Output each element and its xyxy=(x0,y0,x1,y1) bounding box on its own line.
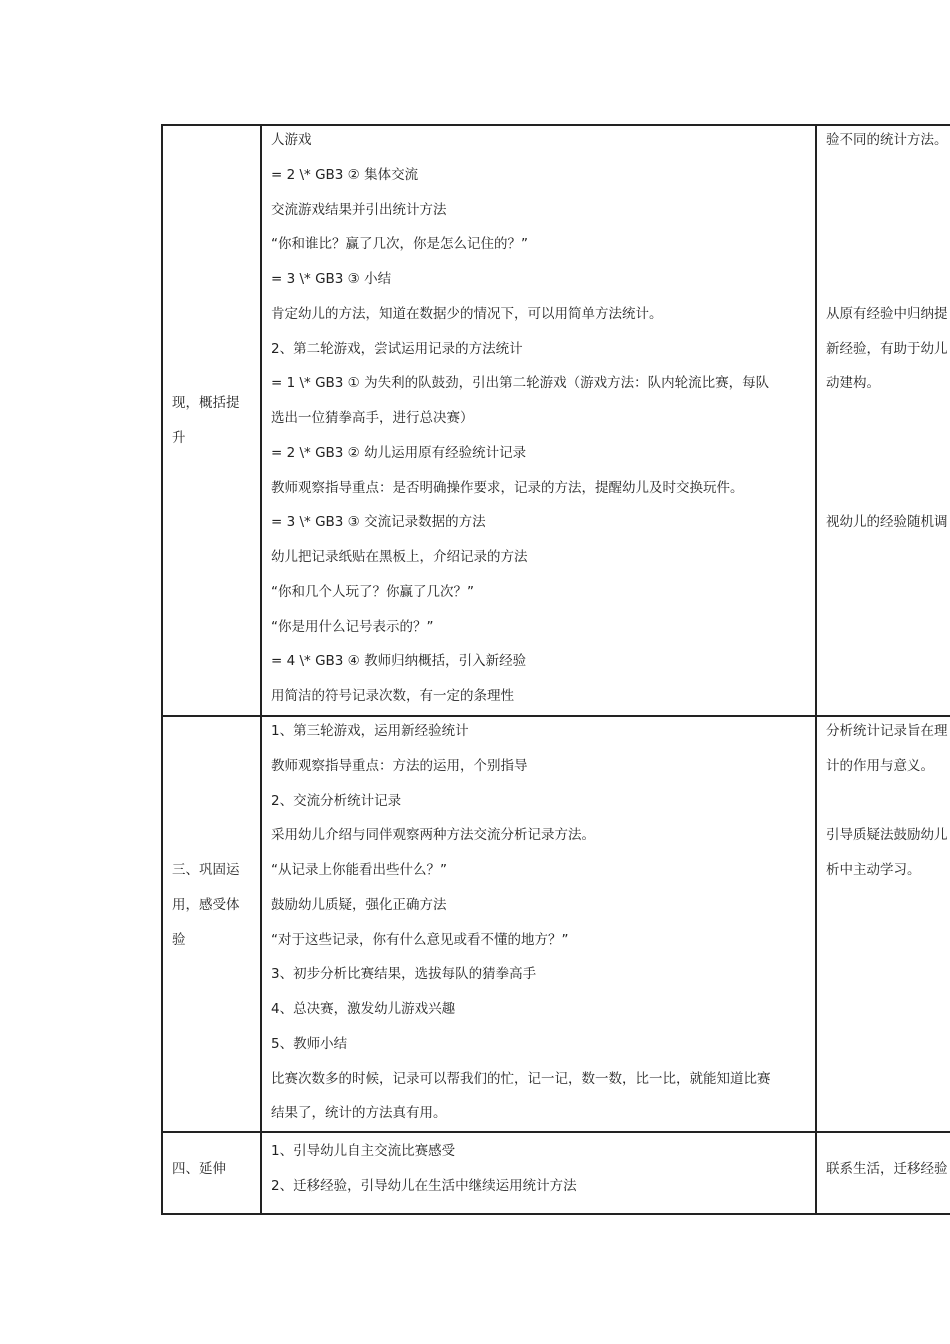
content-cell xyxy=(262,1133,817,1213)
content-line: 教师观察指导重点：是否明确操作要求，记录的方法，提醒幼儿及时交换玩件。 xyxy=(271,480,744,496)
content-line: 采用幼儿介绍与同伴观察两种方法交流分析记录方法。 xyxy=(271,827,595,843)
notes-line: 动建构。 xyxy=(826,375,880,391)
notes-line: 计的作用与意义。 xyxy=(826,758,934,774)
stage-text: 升 xyxy=(172,430,186,446)
content-line: 1、第三轮游戏，运用新经验统计 xyxy=(271,723,469,739)
content-line: 1、引导幼儿自主交流比赛感受 xyxy=(271,1143,456,1159)
notes-line: 分析统计记录旨在理 xyxy=(826,723,948,739)
content-line: 5、教师小结 xyxy=(271,1036,348,1052)
content-line: “对于这些记录，你有什么意见或看不懂的地方？” xyxy=(271,932,569,948)
lesson-plan-table xyxy=(161,124,950,1215)
content-line: “你是用什么记号表示的？” xyxy=(271,619,434,635)
content-line: 比赛次数多的时候，记录可以帮我们的忙，记一记，数一数，比一比，就能知道比赛 xyxy=(271,1071,771,1087)
stage-text: 四、延伸 xyxy=(172,1161,226,1177)
notes-line: 验不同的统计方法。 xyxy=(826,132,948,148)
content-line: “你和几个人玩了？你赢了几次？” xyxy=(271,584,474,600)
content-line: = 2 \* GB3 ② 集体交流 xyxy=(271,167,419,183)
notes-line: 析中主动学习。 xyxy=(826,862,921,878)
stage-text: 三、巩固运 xyxy=(172,862,240,878)
content-line: “从记录上你能看出些什么？” xyxy=(271,862,447,878)
content-line: = 1 \* GB3 ① 为失利的队鼓劲，引出第二轮游戏（游戏方法：队内轮流比赛，每队 xyxy=(271,375,770,391)
notes-cell xyxy=(817,1133,950,1213)
content-line: 结果了，统计的方法真有用。 xyxy=(271,1105,447,1121)
table-row xyxy=(163,126,950,717)
content-line: 人游戏 xyxy=(271,132,312,148)
stage-text: 验 xyxy=(172,932,186,948)
content-line: 鼓励幼儿质疑，强化正确方法 xyxy=(271,897,447,913)
notes-cell xyxy=(817,126,950,715)
notes-line: 引导质疑法鼓励幼儿 xyxy=(826,827,948,843)
content-line: 2、迁移经验，引导幼儿在生活中继续运用统计方法 xyxy=(271,1178,577,1194)
notes-line: 新经验，有助于幼儿 xyxy=(826,341,948,357)
content-cell xyxy=(262,717,817,1131)
content-cell xyxy=(262,126,817,715)
stage-cell xyxy=(163,1133,262,1213)
content-line: 交流游戏结果并引出统计方法 xyxy=(271,202,447,218)
content-line: 选出一位猜拳高手，进行总决赛） xyxy=(271,410,474,426)
notes-line: 从原有经验中归纳提 xyxy=(826,306,948,322)
notes-line: 视幼儿的经验随机调 xyxy=(826,514,948,530)
content-line: 教师观察指导重点：方法的运用，个别指导 xyxy=(271,758,528,774)
content-line: 2、第二轮游戏，尝试运用记录的方法统计 xyxy=(271,341,523,357)
table-row xyxy=(163,1133,950,1213)
content-line: 3、初步分析比赛结果，选拔每队的猜拳高手 xyxy=(271,966,537,982)
content-line: 幼儿把记录纸贴在黑板上，介绍记录的方法 xyxy=(271,549,528,565)
content-line: 2、交流分析统计记录 xyxy=(271,793,402,809)
notes-line: 联系生活，迁移经验 xyxy=(826,1161,948,1177)
stage-cell xyxy=(163,717,262,1131)
content-line: = 3 \* GB3 ③ 交流记录数据的方法 xyxy=(271,514,486,530)
content-line: = 3 \* GB3 ③ 小结 xyxy=(271,271,392,287)
content-line: = 4 \* GB3 ④ 教师归纳概括，引入新经验 xyxy=(271,653,527,669)
content-line: 4、总决赛，激发幼儿游戏兴趣 xyxy=(271,1001,456,1017)
content-line: “你和谁比？赢了几次，你是怎么记住的？” xyxy=(271,236,528,252)
notes-cell xyxy=(817,717,950,1131)
stage-text: 现，概括提 xyxy=(172,395,240,411)
table-row xyxy=(163,717,950,1133)
stage-cell xyxy=(163,126,262,715)
content-line: = 2 \* GB3 ② 幼儿运用原有经验统计记录 xyxy=(271,445,527,461)
content-line: 用简洁的符号记录次数，有一定的条理性 xyxy=(271,688,514,704)
content-line: 肯定幼儿的方法，知道在数据少的情况下，可以用简单方法统计。 xyxy=(271,306,663,322)
stage-text: 用，感受体 xyxy=(172,897,240,913)
